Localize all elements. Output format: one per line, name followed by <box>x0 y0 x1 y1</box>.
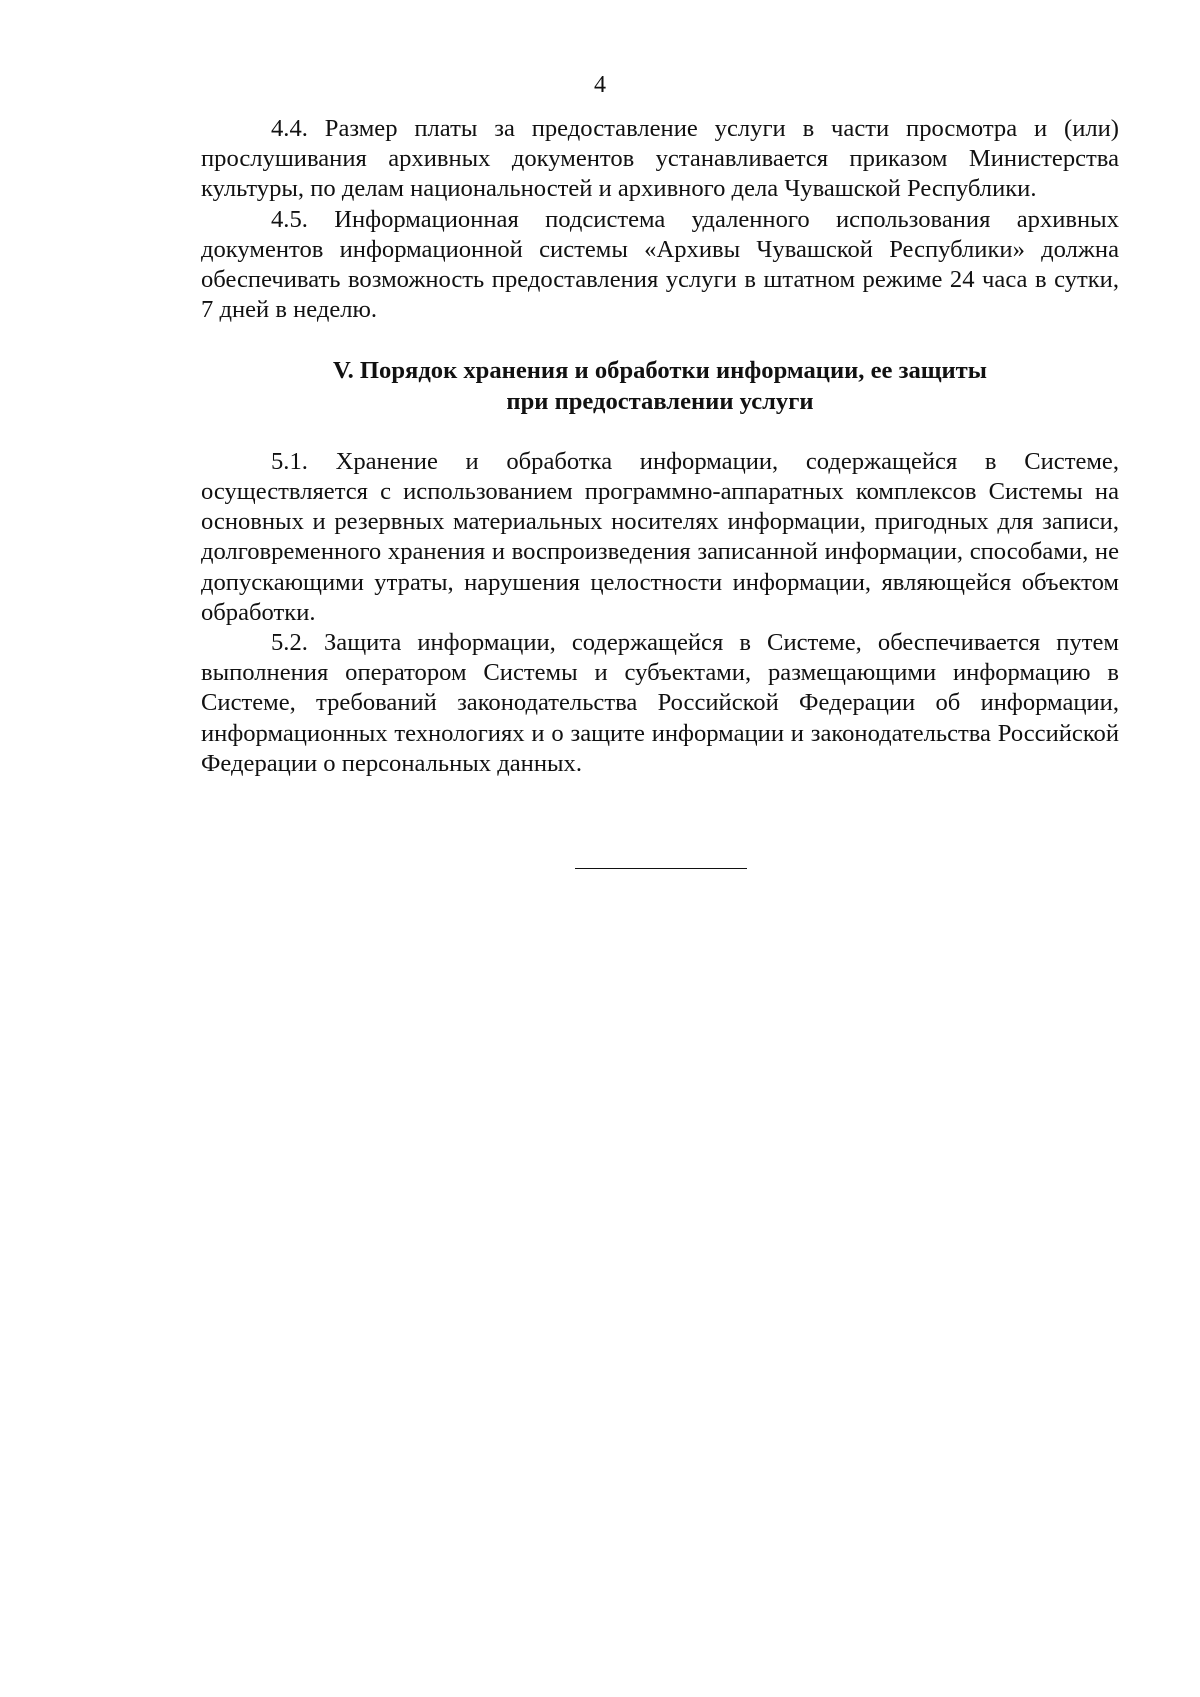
paragraph-4-5: 4.5. Информационная подсистема удаленного использования архивных документов информационной системы «Архивы Чувашской Республики» должна обеспечивать возможность предоставления услуги в штатном режиме 24 часа в сутки, 7 дней в неделю. <box>201 205 1119 324</box>
section-heading-line-1: V. Порядок хранения и обработки информации, ее защиты <box>333 357 987 385</box>
paragraph-5-1: 5.1. Хранение и обработка информации, содержащейся в Системе, осуществляется с использованием программно-аппаратных комплексов Системы на основных и резервных материальных носителях информации, пригодных для записи, долговременного хранения и воспроизведения записанной информации, способами, не допускающими утраты, нарушения целостности информации, являющейся объектом обработки. <box>201 447 1119 626</box>
paragraph-5-2: 5.2. Защита информации, содержащейся в Системе, обеспечивается путем выполнения оператором Системы и субъектами, размещающими информацию в Системе, требований законодательства Российской Федерации об информации, информационных технологиях и о защите информации и законодательства Российской Федерации о персональных данных. <box>201 629 1119 777</box>
document-body <box>201 114 1119 779</box>
paragraph-4-4: 4.4. Размер платы за предоставление услуги в части просмотра и (или) прослушивания архивных документов устанавливается приказом Министерства культуры, по делам национальностей и архивного дела Чувашской Республики. <box>201 115 1119 203</box>
section-heading <box>201 356 1119 416</box>
page-number: 4 <box>594 72 606 98</box>
section-heading-line-2: при предоставлении услуги <box>506 387 814 415</box>
end-of-document-rule <box>575 868 747 869</box>
